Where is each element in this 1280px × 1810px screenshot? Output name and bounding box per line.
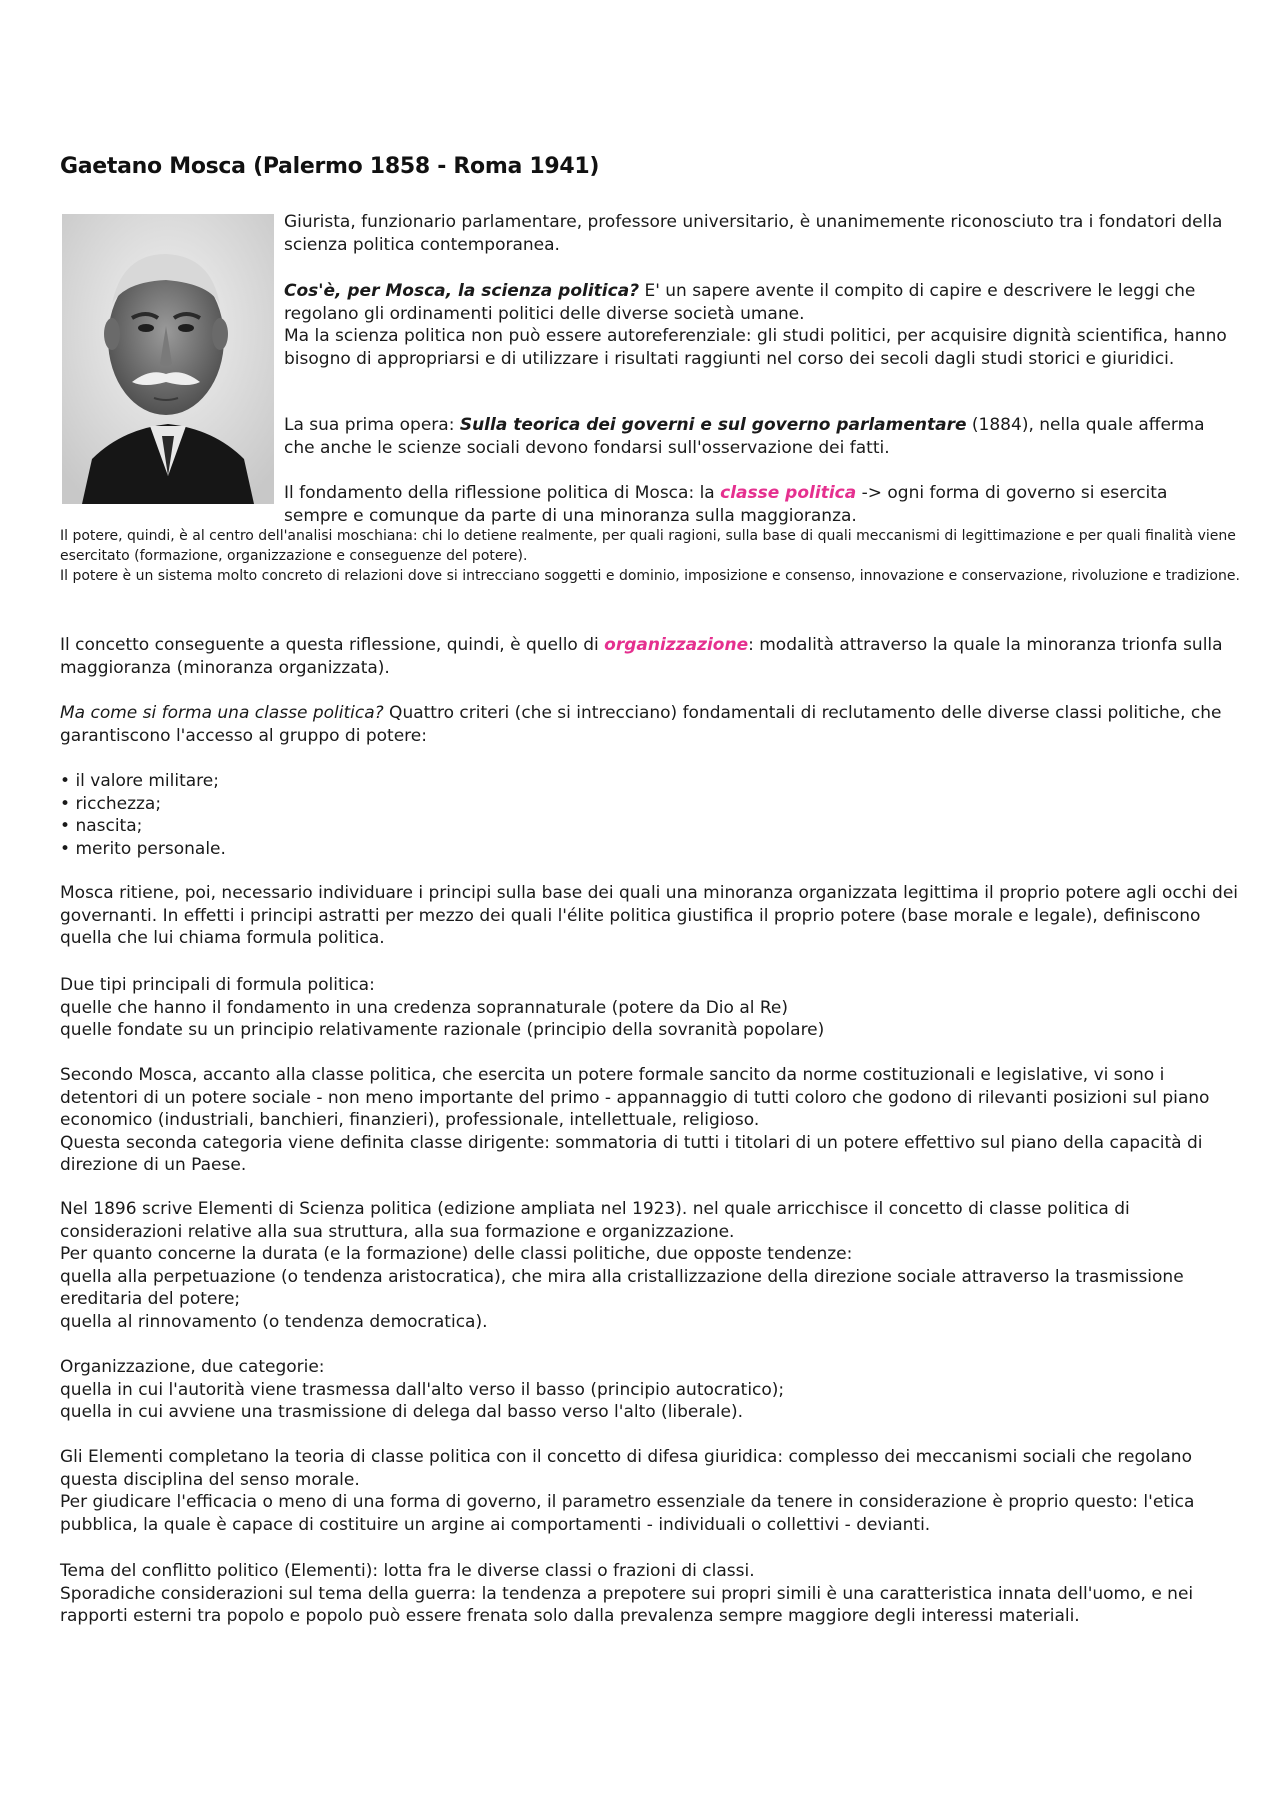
defense-text-1: Gli Elementi completano la teoria di classe politica con il concetto di difesa giuridica: complesso dei meccanismi sociali che regolano questa disciplina del senso morale. [60, 1447, 1192, 1490]
formation-paragraph [60, 702, 1240, 747]
defense-text-2: Per giudicare l'efficacia o meno di una forma di governo, il parametro essenziale da tenere in considerazione è proprio questo: l'etica pubblica, la quale è capace di costituire un argine ai comportamenti - individuali o collettivi - devianti. [60, 1492, 1195, 1535]
elements-paragraph [60, 1198, 1240, 1333]
formula-types-heading: Due tipi principali di formula politica: [60, 975, 375, 995]
power-paragraph [60, 526, 1240, 586]
legal-defense-paragraph [60, 1446, 1240, 1536]
conflict-text-1: Tema del conflitto politico (Elementi): lotta fra le diverse classi o frazioni di classi. [60, 1561, 755, 1581]
criteria-item: • nascita; [60, 815, 1240, 838]
org-category-item: quella in cui l'autorità viene trasmessa dall'alto verso il basso (principio autocratico); [60, 1379, 785, 1400]
first-work-suffix: (1884), nella quale afferma che anche le scienze sociali devono fondarsi sull'osservazione dei fatti. [284, 415, 1205, 458]
elements-text-3: quella alla perpetuazione (o tendenza aristocratica), che mira alla cristallizzazione della direzione sociale attraverso la trasmissione ereditaria del potere; [60, 1266, 1184, 1309]
page-title: Gaetano Mosca (Palermo 1858 - Roma 1941) [60, 154, 600, 179]
portrait-photo [62, 214, 274, 504]
org-category-item: quella in cui avviene una trasmissione di delega dal basso verso l'alto (liberale). [60, 1402, 744, 1422]
formula-type-item: quelle fondate su un principio relativamente razionale (principio della sovranità popolare) [60, 1020, 825, 1040]
conflict-paragraph [60, 1560, 1240, 1628]
formula-paragraph: Mosca ritiene, poi, necessario individuare i principi sulla base dei quali una minoranza organizzata legittima il proprio potere agli occhi dei governanti. In effetti i principi astratti per mezzo dei quali l'élite politica giustifica il proprio potere (base morale e legale), definiscono quella che lui chiama formula politica. [60, 883, 1239, 948]
science-answer: E' un sapere avente il compito di capire e descrivere le leggi che regolano gli ordinamenti politici delle diverse società umane. [284, 281, 1196, 324]
criteria-item: • il valore militare; [60, 770, 1240, 793]
organization-categories-paragraph [60, 1356, 1240, 1424]
organizzazione-highlight: organizzazione [604, 635, 749, 655]
portrait-image [62, 214, 274, 504]
elements-text-4: quella al rinnovamento (o tendenza democratica). [60, 1311, 488, 1332]
criteria-list [60, 770, 1240, 860]
ruling-class-text-1: Secondo Mosca, accanto alla classe politica, che esercita un potere formale sancito da norme costituzionali e legislative, vi sono i detentori di un potere sociale - non meno importante del primo - appannaggio di tutti coloro che godono di rilevanti posizioni sul piano economico (industriali, banchieri, finanzieri), professionale, intellettuale, religioso. [60, 1065, 1210, 1130]
foundation-prefix: Il fondamento della riflessione politica di Mosca: la [284, 483, 721, 503]
first-work-paragraph [284, 414, 1234, 459]
organization-paragraph [60, 634, 1240, 679]
conflict-text-2: Sporadiche considerazioni sul tema della guerra: la tendenza a prepotere sui propri simili è una caratteristica innata dell'uomo, e nei rapporti esterni tra popolo e popolo può essere frenata solo dalla prevalenza sempre maggiore degli interessi materiali. [60, 1583, 1194, 1626]
first-work-prefix: La sua prima opera: [284, 415, 460, 435]
organization-prefix: Il concetto conseguente a questa riflessione, quindi, è quello di [60, 635, 605, 655]
organization-suffix: : modalità attraverso la quale la minoranza trionfa sulla maggioranza (minoranza organizzata). [60, 635, 1223, 678]
science-paragraph [284, 280, 1234, 370]
formula-types-paragraph [60, 974, 1240, 1042]
foundation-paragraph [284, 482, 1234, 527]
foundation-suffix: -> ogni forma di governo si esercita sempre e comunque da parte di una minoranza sulla maggioranza. [284, 483, 1168, 526]
science-question: Cos'è, per Mosca, la scienza politica? [284, 281, 640, 301]
formula-type-item: quelle che hanno il fondamento in una credenza soprannaturale (potere da Dio al Re) [60, 997, 789, 1018]
elements-text-1: Nel 1896 scrive Elementi di Scienza politica (edizione ampliata nel 1923). nel quale arricchisce il concetto di classe politica di considerazioni relative alla sua struttura, alla sua formazione e organizzazione. [60, 1199, 1130, 1242]
org-categories-heading: Organizzazione, due categorie: [60, 1357, 325, 1377]
ruling-class-paragraph [60, 1064, 1240, 1177]
power-line-2: Il potere è un sistema molto concreto di relazioni dove si intrecciano soggetti e dominio, imposizione e consenso, innovazione e conservazione, rivoluzione e tradizione. [60, 568, 1240, 584]
criteria-item: • ricchezza; [60, 793, 1240, 816]
elements-text-2: Per quanto concerne la durata (e la formazione) delle classi politiche, due opposte tendenze: [60, 1244, 853, 1264]
power-line-1: Il potere, quindi, è al centro dell'analisi moschiana: chi lo detiene realmente, per quali ragioni, sulla base di quali meccanismi di legittimazione e per quali finalità viene esercitato (formazione, organizzazione e conseguenze del potere). [60, 528, 1236, 564]
ruling-class-text-2: Questa seconda categoria viene definita classe dirigente: sommatoria di tutti i titolari di un potere effettivo sul piano della capacità di direzione di un Paese. [60, 1132, 1203, 1175]
criteria-item: • merito personale. [60, 838, 1240, 861]
classe-politica-highlight: classe politica [720, 483, 857, 503]
science-continuation: Ma la scienza politica non può essere autoreferenziale: gli studi politici, per acquisire dignità scientifica, hanno bisogno di appropriarsi e di utilizzare i risultati raggiunti nel corso dei secoli dagli studi storici e giuridici. [284, 326, 1227, 369]
formation-question: Ma come si forma una classe politica? [60, 703, 384, 723]
first-work-title: Sulla teorica dei governi e sul governo parlamentare [459, 415, 967, 435]
intro-paragraph: Giurista, funzionario parlamentare, professore universitario, è unanimemente riconosciuto tra i fondatori della scienza politica contemporanea. [284, 212, 1223, 255]
formation-text: Quattro criteri (che si intrecciano) fondamentali di reclutamento delle diverse classi politiche, che garantiscono l'accesso al gruppo di potere: [60, 703, 1222, 746]
